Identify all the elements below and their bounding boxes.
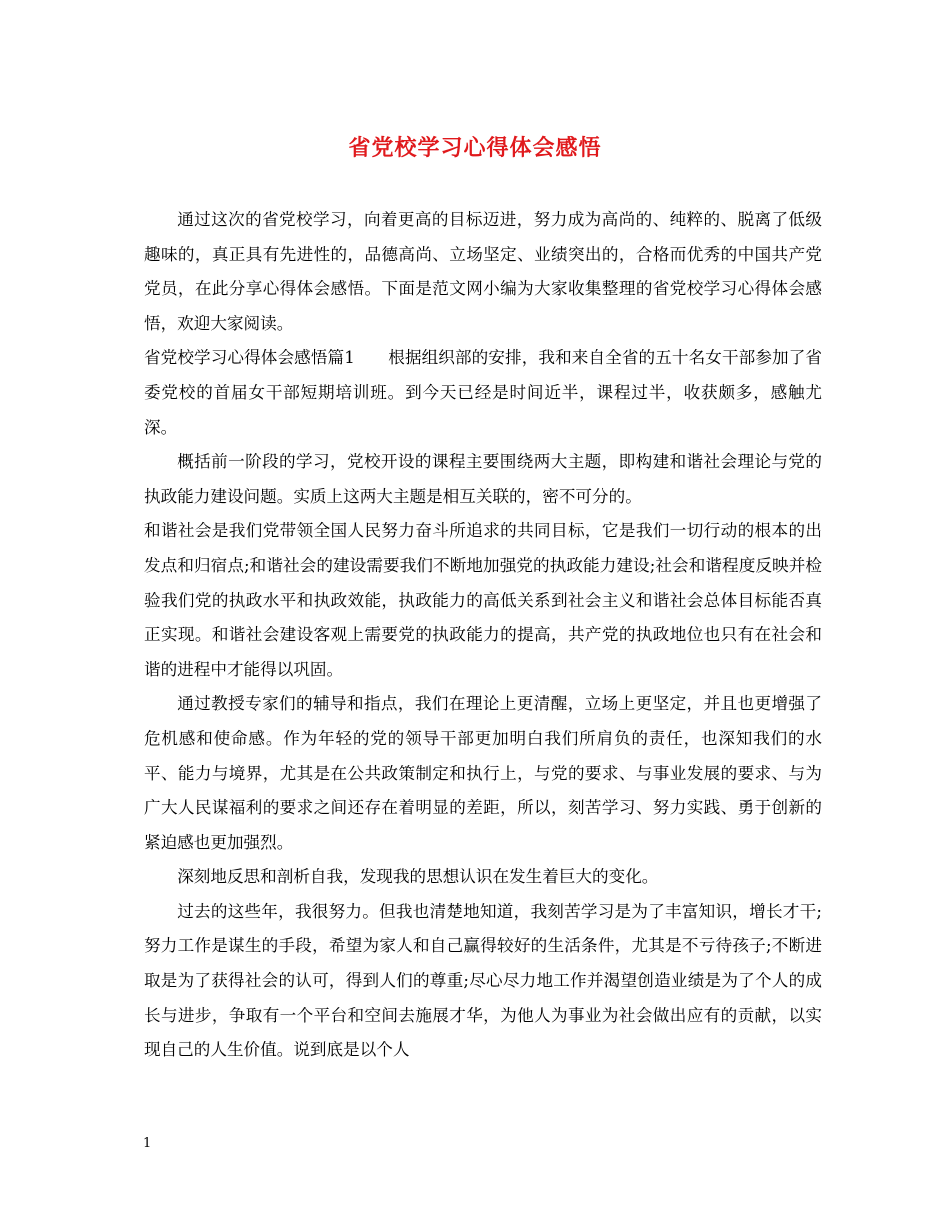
page-number: 1 (143, 1136, 152, 1151)
paragraph-intro: 通过这次的省党校学习，向着更高的目标迈进，努力成为高尚的、纯粹的、脱离了低级趣味的，真正具有先进性的，品德高尚、立场坚定、业绩突出的，合格而优秀的中国共产党党员，在此分享心得体会感悟。下面是范文网小编为大家收集整理的省党校学习心得体会感悟，欢迎大家阅读。 (144, 210, 822, 333)
paragraph-reflection: 深刻地反思和剖析自我，发现我的思想认识在发生着巨大的变化。 (177, 867, 659, 887)
document-title: 省党校学习心得体会感悟 (348, 135, 602, 161)
paragraph-harmonious-society: 和谐社会是我们党带领全国人民努力奋斗所追求的共同目标，它是我们一切行动的根本的出发点和归宿点;和谐社会的建设需要我们不断地加强党的执政能力建设;社会和谐程度反映并检验我们党的执政水平和执政效能，执政能力的高低关系到社会主义和谐社会总体目标能否真正实现。和谐社会建设客观上需要党的执政能力的提高，共产党的执政地位也只有在社会和谐的进程中才能得以巩固。 (144, 521, 822, 679)
paragraph-guidance: 通过教授专家们的辅导和指点，我们在理论上更清醒，立场上更坚定，并且也更增强了危机感和使命感。作为年轻的党的领导干部更加明白我们所肩负的责任，也深知我们的水平、能力与境界，尤其是在公共政策制定和执行上，与党的要求、与事业发展的要求、与为广大人民谋福利的要求之间还存在着明显的差距，所以，刻苦学习、努力实践、勇于创新的紧迫感也更加强烈。 (144, 694, 822, 852)
document-body (144, 203, 822, 1068)
paragraph-past-years: 过去的这些年，我很努力。但我也清楚地知道，我刻苦学习是为了丰富知识，增长才干;努力工作是谋生的手段，希望为家人和自己赢得较好的生活条件，尤其是不亏待孩子;不断进取是为了获得社会的认可，得到人们的尊重;尽心尽力地工作并渴望创造业绩是为了个人的成长与进步，争取有一个平台和空间去施展才华，为他人为事业为社会做出应有的贡献，以实现自己的人生价值。说到底是以个人 (144, 901, 822, 1060)
paragraph-summary: 概括前一阶段的学习，党校开设的课程主要围绕两大主题，即构建和谐社会理论与党的执政能力建设问题。实质上这两大主题是相互关联的，密不可分的。 (144, 452, 822, 506)
paragraph-section-1: 省党校学习心得体会感悟篇1 根据组织部的安排，我和来自全省的五十名女干部参加了省委党校的首届女干部短期培训班。到今天已经是时间近半，课程过半，收获颇多，感触尤深。 (144, 348, 822, 437)
